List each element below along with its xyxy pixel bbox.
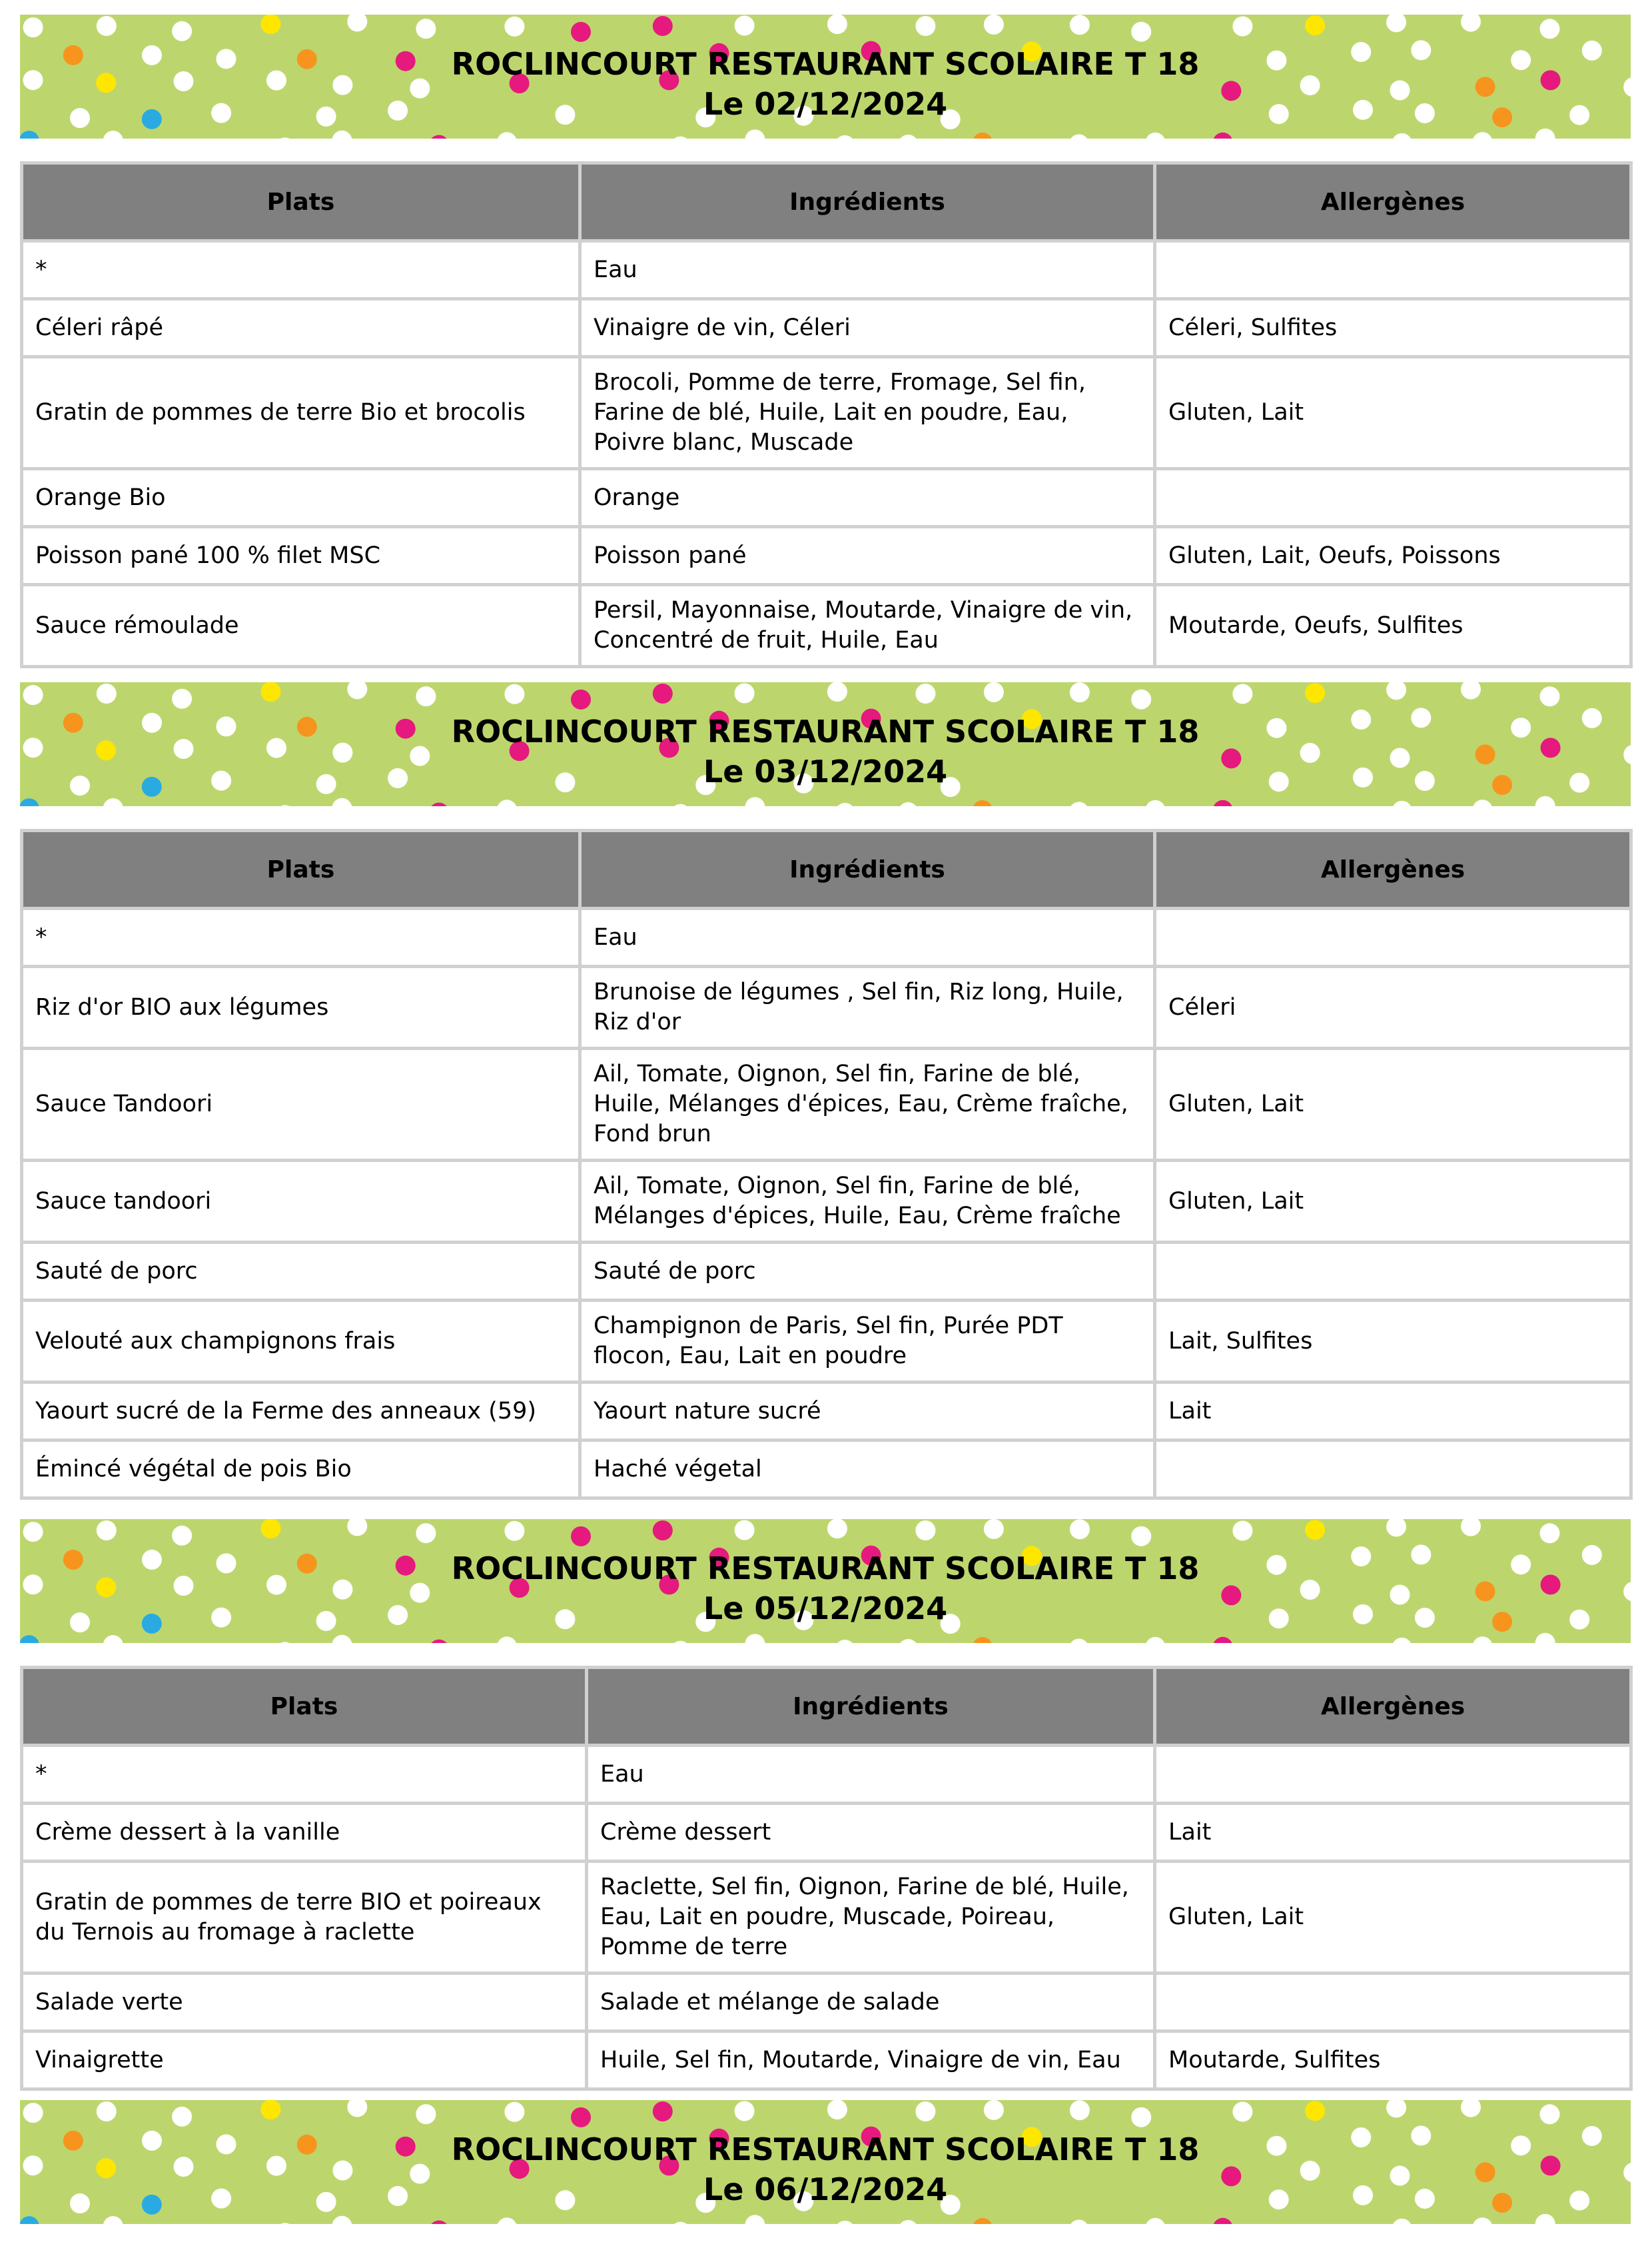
polka-dot bbox=[1305, 1520, 1325, 1540]
restaurant-title: ROCLINCOURT RESTAURANT SCOLAIRE T 18 bbox=[451, 2131, 1200, 2167]
cell-ingredients: Persil, Mayonnaise, Moutarde, Vinaigre de vin, Concentré de fruit, Huile, Eau bbox=[580, 585, 1155, 667]
polka-dot bbox=[23, 685, 43, 705]
cell-allergenes bbox=[1155, 469, 1631, 527]
polka-dot bbox=[1145, 133, 1165, 139]
polka-dot bbox=[835, 2221, 855, 2224]
polka-dot bbox=[898, 135, 918, 139]
table-header-row bbox=[22, 163, 1631, 241]
cell-ingredients: Crème dessert bbox=[587, 1804, 1155, 1862]
polka-dot bbox=[1392, 801, 1412, 806]
polka-dot bbox=[1473, 2217, 1493, 2224]
table-row bbox=[22, 1746, 1631, 1804]
cell-ingredients: Orange bbox=[580, 469, 1155, 527]
cell-plat: Gratin de pommes de terre BIO et poireaux du Ternois au fromage à raclette bbox=[22, 1862, 587, 1973]
cell-allergenes: Lait, Sulfites bbox=[1155, 1301, 1631, 1383]
polka-dot bbox=[1461, 1519, 1481, 1536]
cell-plat: Riz d'or BIO aux légumes bbox=[22, 967, 580, 1049]
polka-dot bbox=[653, 2101, 673, 2121]
cell-allergenes bbox=[1155, 1973, 1631, 2031]
polka-dot bbox=[571, 22, 591, 42]
cell-ingredients: Ail, Tomate, Oignon, Sel fin, Farine de blé, Huile, Mélanges d'épices, Eau, Crème fraîche, Fond brun bbox=[580, 1049, 1155, 1161]
table-header-row bbox=[22, 831, 1631, 909]
polka-dot bbox=[332, 1635, 352, 1643]
column-header-allergenes: Allergènes bbox=[1155, 1668, 1631, 1746]
polka-dot bbox=[1069, 2220, 1089, 2225]
polka-dot bbox=[429, 803, 449, 806]
polka-dot bbox=[23, 1522, 43, 1542]
menu-date: Le 05/12/2024 bbox=[703, 1590, 948, 1626]
polka-dot bbox=[827, 682, 847, 702]
polka-dot bbox=[1232, 684, 1252, 704]
polka-dot bbox=[915, 16, 935, 36]
polka-dot bbox=[835, 803, 855, 806]
cell-plat: Sauce Tandoori bbox=[22, 1049, 580, 1161]
polka-dot bbox=[347, 682, 367, 699]
cell-ingredients: Sauté de porc bbox=[580, 1243, 1155, 1301]
polka-dot bbox=[1540, 686, 1560, 706]
polka-dot bbox=[671, 804, 691, 806]
polka-dot bbox=[1232, 1521, 1252, 1541]
polka-dot bbox=[1131, 22, 1151, 42]
column-header-ingredients: Ingrédients bbox=[587, 1668, 1155, 1746]
restaurant-title: ROCLINCOURT RESTAURANT SCOLAIRE T 18 bbox=[451, 46, 1200, 82]
table-row bbox=[22, 909, 1631, 967]
polka-dot bbox=[1145, 2218, 1165, 2224]
polka-dot bbox=[1145, 800, 1165, 806]
polka-dot bbox=[835, 135, 855, 139]
polka-dot bbox=[1535, 1633, 1555, 1643]
table-row bbox=[22, 357, 1631, 469]
cell-ingredients: Eau bbox=[580, 241, 1155, 299]
table-row bbox=[22, 1804, 1631, 1862]
table-header-row bbox=[22, 1668, 1631, 1746]
polka-dot bbox=[416, 1523, 436, 1543]
polka-dot bbox=[653, 16, 673, 36]
polka-dot bbox=[745, 129, 765, 139]
cell-allergenes bbox=[1155, 1440, 1631, 1498]
cell-plat: Crème dessert à la vanille bbox=[22, 1804, 587, 1862]
polka-dot bbox=[735, 2101, 755, 2121]
polka-dot bbox=[984, 15, 1004, 35]
cell-ingredients: Brunoise de légumes , Sel fin, Riz long, Huile, Riz d'or bbox=[580, 967, 1155, 1049]
polka-dot bbox=[1461, 682, 1481, 700]
cell-allergenes: Moutarde, Oeufs, Sulfites bbox=[1155, 585, 1631, 667]
cell-ingredients: Huile, Sel fin, Moutarde, Vinaigre de vin, Eau bbox=[587, 2031, 1155, 2089]
polka-dot bbox=[97, 16, 117, 36]
polka-dot bbox=[497, 2217, 517, 2224]
cell-plat: Velouté aux champignons frais bbox=[22, 1301, 580, 1383]
polka-dot bbox=[1386, 1519, 1406, 1536]
column-header-plats: Plats bbox=[22, 163, 580, 241]
polka-dot bbox=[1392, 1638, 1412, 1643]
cell-plat: Émincé végétal de pois Bio bbox=[22, 1440, 580, 1498]
cell-plat: Salade verte bbox=[22, 1973, 587, 2031]
polka-dot bbox=[1305, 2101, 1325, 2121]
polka-dot bbox=[1540, 2104, 1560, 2124]
table-row bbox=[22, 527, 1631, 585]
polka-dot bbox=[984, 1519, 1004, 1539]
table-row bbox=[22, 967, 1631, 1049]
polka-dot bbox=[973, 1637, 993, 1643]
column-header-ingredients: Ingrédients bbox=[580, 831, 1155, 909]
day-banner-1 bbox=[20, 15, 1631, 139]
table-row bbox=[22, 299, 1631, 357]
polka-dot bbox=[653, 684, 673, 704]
banner-heading bbox=[20, 1548, 1631, 1628]
table-row bbox=[22, 2031, 1631, 2089]
polka-dot bbox=[571, 690, 591, 710]
cell-plat: * bbox=[22, 909, 580, 967]
table-row bbox=[22, 1973, 1631, 2031]
table-row bbox=[22, 1383, 1631, 1440]
cell-allergenes bbox=[1155, 241, 1631, 299]
polka-dot bbox=[1461, 2100, 1481, 2117]
polka-dot bbox=[497, 1636, 517, 1643]
polka-dot bbox=[898, 802, 918, 806]
cell-ingredients: Raclette, Sel fin, Oignon, Farine de blé, Huile, Eau, Lait en poudre, Muscade, Poireau, Pomme de terre bbox=[587, 1862, 1155, 1973]
polka-dot bbox=[347, 15, 367, 31]
polka-dot bbox=[827, 15, 847, 34]
cell-plat: Sauté de porc bbox=[22, 1243, 580, 1301]
cell-ingredients: Brocoli, Pomme de terre, Fromage, Sel fin, Farine de blé, Huile, Lait en poudre, Eau, Poivre blanc, Muscade bbox=[580, 357, 1155, 469]
cell-ingredients: Eau bbox=[580, 909, 1155, 967]
cell-allergenes: Moutarde, Sulfites bbox=[1155, 2031, 1631, 2089]
polka-dot bbox=[504, 17, 524, 37]
restaurant-title: ROCLINCOURT RESTAURANT SCOLAIRE T 18 bbox=[451, 714, 1200, 750]
polka-dot bbox=[735, 684, 755, 704]
polka-dot bbox=[898, 1639, 918, 1643]
polka-dot bbox=[20, 2216, 39, 2224]
polka-dot bbox=[745, 2215, 765, 2224]
polka-dot bbox=[1540, 1523, 1560, 1543]
polka-dot bbox=[172, 1526, 192, 1546]
cell-allergenes: Gluten, Lait, Oeufs, Poissons bbox=[1155, 527, 1631, 585]
polka-dot bbox=[1473, 132, 1493, 139]
polka-dot bbox=[973, 2218, 993, 2224]
polka-dot bbox=[827, 2100, 847, 2119]
cell-allergenes bbox=[1155, 1243, 1631, 1301]
polka-dot bbox=[332, 131, 352, 139]
polka-dot bbox=[504, 2102, 524, 2122]
polka-dot bbox=[1305, 15, 1325, 35]
cell-ingredients: Poisson pané bbox=[580, 527, 1155, 585]
banner-heading bbox=[20, 712, 1631, 792]
polka-dot bbox=[275, 137, 295, 139]
polka-dot bbox=[653, 1520, 673, 1540]
polka-dot bbox=[1392, 133, 1412, 139]
cell-allergenes: Gluten, Lait bbox=[1155, 1049, 1631, 1161]
polka-dot bbox=[1305, 683, 1325, 703]
cell-ingredients: Champignon de Paris, Sel fin, Purée PDT flocon, Eau, Lait en poudre bbox=[580, 1301, 1155, 1383]
cell-ingredients: Eau bbox=[587, 1746, 1155, 1804]
cell-plat: * bbox=[22, 241, 580, 299]
polka-dot bbox=[103, 2216, 123, 2224]
cell-plat: Sauce tandoori bbox=[22, 1161, 580, 1243]
polka-dot bbox=[984, 682, 1004, 702]
menu-table-1 bbox=[20, 161, 1633, 668]
polka-dot bbox=[332, 2216, 352, 2224]
polka-dot bbox=[416, 686, 436, 706]
column-header-plats: Plats bbox=[22, 831, 580, 909]
polka-dot bbox=[416, 2104, 436, 2124]
cell-allergenes: Gluten, Lait bbox=[1155, 1862, 1631, 1973]
table-row bbox=[22, 469, 1631, 527]
polka-dot bbox=[97, 684, 117, 704]
polka-dot bbox=[1213, 800, 1233, 806]
cell-allergenes: Céleri, Sulfites bbox=[1155, 299, 1631, 357]
polka-dot bbox=[504, 684, 524, 704]
polka-dot bbox=[260, 682, 280, 702]
table-row bbox=[22, 1301, 1631, 1383]
cell-plat: Sauce rémoulade bbox=[22, 585, 580, 667]
polka-dot bbox=[260, 1519, 280, 1538]
polka-dot bbox=[103, 798, 123, 806]
polka-dot bbox=[1069, 1639, 1089, 1644]
polka-dot bbox=[915, 2101, 935, 2121]
polka-dot bbox=[260, 2100, 280, 2119]
polka-dot bbox=[275, 2223, 295, 2224]
polka-dot bbox=[1070, 15, 1090, 35]
polka-dot bbox=[1392, 2219, 1412, 2224]
polka-dot bbox=[671, 2222, 691, 2224]
table-row bbox=[22, 1049, 1631, 1161]
polka-dot bbox=[973, 133, 993, 139]
restaurant-title: ROCLINCOURT RESTAURANT SCOLAIRE T 18 bbox=[451, 1550, 1200, 1586]
polka-dot bbox=[275, 805, 295, 806]
polka-dot bbox=[347, 1519, 367, 1536]
polka-dot bbox=[1386, 2100, 1406, 2117]
polka-dot bbox=[1131, 2107, 1151, 2127]
polka-dot bbox=[827, 1519, 847, 1538]
banner-heading bbox=[20, 44, 1631, 124]
polka-dot bbox=[671, 1641, 691, 1643]
polka-dot bbox=[1131, 690, 1151, 710]
polka-dot bbox=[1213, 133, 1233, 139]
column-header-allergenes: Allergènes bbox=[1155, 163, 1631, 241]
polka-dot bbox=[429, 2221, 449, 2224]
polka-dot bbox=[23, 2103, 43, 2123]
polka-dot bbox=[504, 1521, 524, 1541]
polka-dot bbox=[332, 798, 352, 806]
polka-dot bbox=[1386, 15, 1406, 32]
cell-allergenes: Lait bbox=[1155, 1383, 1631, 1440]
polka-dot bbox=[347, 2100, 367, 2117]
table-row bbox=[22, 1440, 1631, 1498]
polka-dot bbox=[1232, 2102, 1252, 2122]
polka-dot bbox=[571, 1526, 591, 1546]
day-banner-3 bbox=[20, 1519, 1631, 1643]
polka-dot bbox=[97, 1520, 117, 1540]
cell-plat: * bbox=[22, 1746, 587, 1804]
polka-dot bbox=[23, 17, 43, 37]
menu-table-2 bbox=[20, 829, 1633, 1500]
polka-dot bbox=[1386, 682, 1406, 700]
cell-allergenes bbox=[1155, 1746, 1631, 1804]
menu-date: Le 03/12/2024 bbox=[703, 754, 948, 790]
polka-dot bbox=[103, 131, 123, 139]
polka-dot bbox=[429, 1640, 449, 1643]
polka-dot bbox=[1473, 1636, 1493, 1643]
cell-ingredients: Yaourt nature sucré bbox=[580, 1383, 1155, 1440]
cell-plat: Yaourt sucré de la Ferme des anneaux (59) bbox=[22, 1383, 580, 1440]
table-row bbox=[22, 1243, 1631, 1301]
menu-table-3 bbox=[20, 1666, 1633, 2091]
polka-dot bbox=[1473, 800, 1493, 806]
polka-dot bbox=[20, 131, 39, 139]
cell-plat: Vinaigrette bbox=[22, 2031, 587, 2089]
polka-dot bbox=[898, 2220, 918, 2224]
polka-dot bbox=[735, 16, 755, 36]
polka-dot bbox=[172, 2107, 192, 2127]
polka-dot bbox=[20, 1635, 39, 1643]
cell-plat: Orange Bio bbox=[22, 469, 580, 527]
cell-plat: Gratin de pommes de terre Bio et brocolis bbox=[22, 357, 580, 469]
table-row bbox=[22, 585, 1631, 667]
polka-dot bbox=[497, 132, 517, 139]
cell-allergenes: Gluten, Lait bbox=[1155, 357, 1631, 469]
table-row bbox=[22, 1161, 1631, 1243]
cell-ingredients: Salade et mélange de salade bbox=[587, 1973, 1155, 2031]
polka-dot bbox=[1070, 1519, 1090, 1539]
table-row bbox=[22, 1862, 1631, 1973]
cell-allergenes bbox=[1155, 909, 1631, 967]
polka-dot bbox=[1070, 2100, 1090, 2120]
polka-dot bbox=[1213, 1637, 1233, 1643]
polka-dot bbox=[1232, 17, 1252, 37]
polka-dot bbox=[973, 800, 993, 806]
column-header-allergenes: Allergènes bbox=[1155, 831, 1631, 909]
polka-dot bbox=[984, 2100, 1004, 2120]
polka-dot bbox=[1461, 15, 1481, 32]
polka-dot bbox=[1069, 135, 1089, 139]
polka-dot bbox=[429, 135, 449, 139]
polka-dot bbox=[172, 21, 192, 41]
polka-dot bbox=[915, 1520, 935, 1540]
cell-ingredients: Haché végetal bbox=[580, 1440, 1155, 1498]
table-row bbox=[22, 241, 1631, 299]
menu-date: Le 06/12/2024 bbox=[703, 2171, 948, 2207]
polka-dot bbox=[1145, 1637, 1165, 1643]
cell-allergenes: Lait bbox=[1155, 1804, 1631, 1862]
polka-dot bbox=[260, 15, 280, 34]
polka-dot bbox=[745, 1634, 765, 1643]
polka-dot bbox=[1540, 19, 1560, 39]
polka-dot bbox=[1069, 802, 1089, 807]
cell-plat: Poisson pané 100 % filet MSC bbox=[22, 527, 580, 585]
polka-dot bbox=[745, 797, 765, 806]
cell-ingredients: Vinaigre de vin, Céleri bbox=[580, 299, 1155, 357]
polka-dot bbox=[1213, 2218, 1233, 2224]
banner-heading bbox=[20, 2129, 1631, 2209]
column-header-ingredients: Ingrédients bbox=[580, 163, 1155, 241]
polka-dot bbox=[915, 684, 935, 704]
polka-dot bbox=[497, 800, 517, 806]
polka-dot bbox=[735, 1520, 755, 1540]
cell-allergenes: Gluten, Lait bbox=[1155, 1161, 1631, 1243]
day-banner-4 bbox=[20, 2100, 1631, 2224]
polka-dot bbox=[103, 1635, 123, 1643]
column-header-plats: Plats bbox=[22, 1668, 587, 1746]
polka-dot bbox=[671, 137, 691, 139]
polka-dot bbox=[571, 2107, 591, 2127]
cell-plat: Céleri râpé bbox=[22, 299, 580, 357]
polka-dot bbox=[835, 1640, 855, 1643]
polka-dot bbox=[1535, 129, 1555, 139]
polka-dot bbox=[1070, 682, 1090, 702]
polka-dot bbox=[97, 2101, 117, 2121]
polka-dot bbox=[275, 1642, 295, 1643]
day-banner-2 bbox=[20, 682, 1631, 806]
polka-dot bbox=[20, 798, 39, 806]
polka-dot bbox=[1535, 2214, 1555, 2224]
cell-ingredients: Ail, Tomate, Oignon, Sel fin, Farine de blé, Mélanges d'épices, Huile, Eau, Crème fraîche bbox=[580, 1161, 1155, 1243]
polka-dot bbox=[1535, 796, 1555, 806]
polka-dot bbox=[172, 689, 192, 709]
polka-dot bbox=[416, 19, 436, 39]
cell-allergenes: Céleri bbox=[1155, 967, 1631, 1049]
polka-dot bbox=[1131, 1526, 1151, 1546]
menu-date: Le 02/12/2024 bbox=[703, 86, 948, 122]
